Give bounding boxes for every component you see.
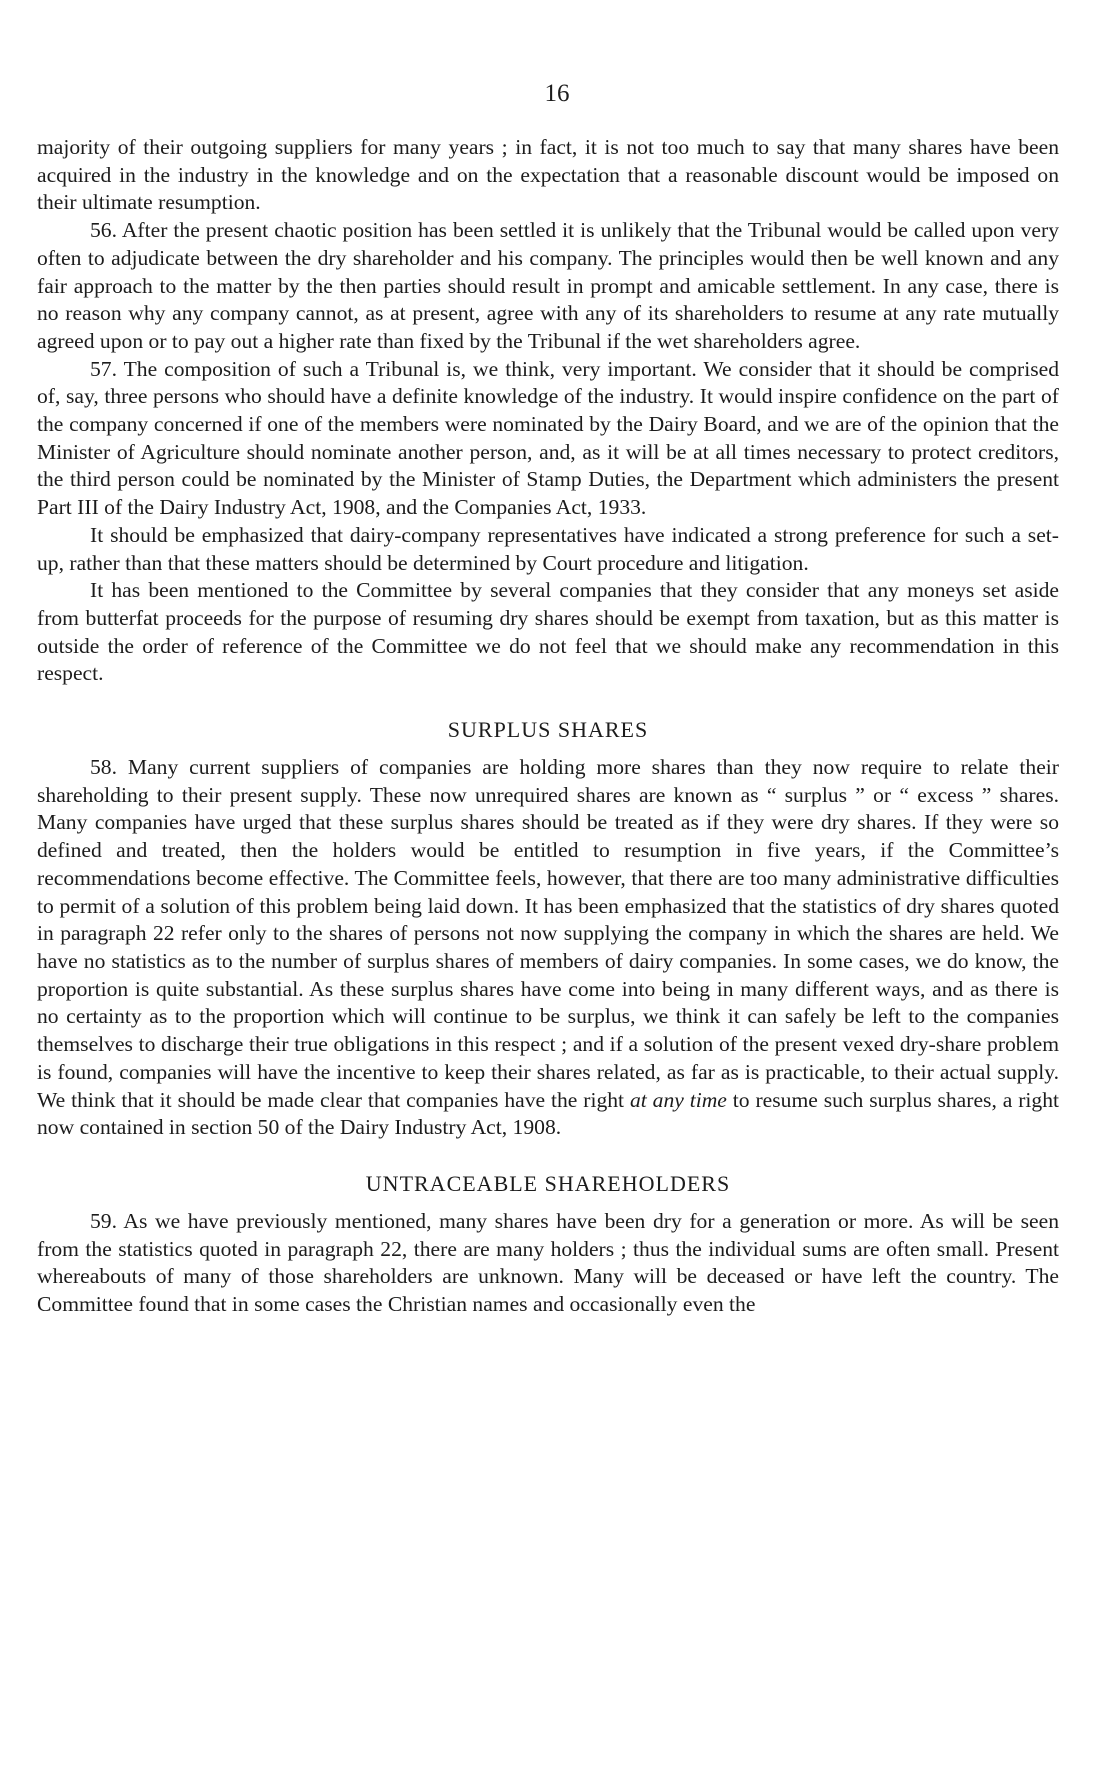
paragraph-57-taxation: It has been mentioned to the Committee by several companies that they consider that any moneys set aside from butterfat proceeds for the purpose of resuming dry shares should be exempt from taxation, but as this matter is outside the order of reference of the Committee we do not feel that we should make any recommendation in this respect. (37, 578, 1059, 686)
paragraph-57-emphasis: It should be emphasized that dairy-company representatives have indicated a strong preference for such a set-up, rather than that these matters should be determined by Court procedure and litigation. (37, 522, 1059, 575)
paragraph-continuation: majority of their outgoing suppliers for many years ; in fact, it is not too much to say that many shares have been acquired in the industry in the knowledge and on the expectation that a reasonable discount would be imposed on their ultimate resumption. (37, 135, 1059, 215)
page-number: 16 (544, 80, 570, 107)
paragraph-58-italic: at any time (629, 1087, 727, 1112)
paragraph-58-text-b: to resume such surplus shares, a right now contained in section 50 of the Dairy Industry Act, 1908. (37, 1087, 1060, 1140)
paragraph-58 (37, 754, 1059, 1142)
section-heading-surplus-shares: SURPLUS SHARES (447, 717, 649, 743)
paragraph-57: 57. The composition of such a Tribunal is, we think, very important. We consider that it should be comprised of, say, three persons who should have a definite knowledge of the industry. It would inspire confidence on the part of the company concerned if one of the members were nominated by the Dairy Board, and we are of the opinion that the Minister of Agriculture should nominate another person, and, as it will be at all times necessary to protect creditors, the third person could be nominated by the Minister of Stamp Duties, the Department which administers the present Part III of the Dairy Industry Act, 1908, and the Companies Act, 1933. (37, 356, 1059, 520)
paragraph-58-text-a: 58. Many current suppliers of companies are holding more shares than they now require to relate their shareholding to their present supply. These now unrequired shares are known as “ surplus ” or “ excess ” shares. Many companies have urged that these surplus shares should be treated as if they were dry shares. If they were so defined and treated, then the holders would be entitled to resumption in five years, if the Committee’s recommendations become effective. The Committee feels, however, that there are too many administrative difficulties to permit of a solution of this problem being laid down. It has been emphasized that the statistics of dry shares quoted in paragraph 22 refer only to the shares of persons not now supplying the company in which the shares are held. We have no statistics as to the number of surplus shares of members of dairy companies. In some cases, we do know, the proportion is quite substantial. As these surplus shares have come into being in many different ways, and as there is no certainty as to the proportion which will continue to be surplus, we think it can safely be left to the companies themselves to discharge their true obligations in this respect ; and if a solution of the present vexed dry-share problem is found, companies will have the incentive to keep their shares related, as far as is practicable, to their actual supply. We think that it should be made clear that companies have the right (37, 755, 1059, 1112)
paragraph-59: 59. As we have previously mentioned, many shares have been dry for a generation or more. As will be seen from the statistics quoted in paragraph 22, there are many holders ; thus the individual sums are often small. Present whereabouts of many of those shareholders are unknown. Many will be deceased or have left the country. The Committee found that in some cases the Christian names and occasionally even the (37, 1208, 1059, 1317)
paragraph-56: 56. After the present chaotic position has been settled it is unlikely that the Tribunal would be called upon very often to adjudicate between the dry shareholder and his company. The principles would then be well known and any fair approach to the matter by the then parties should result in prompt and amicable settlement. In any case, there is no reason why any company cannot, as at present, agree with any of its shareholders to resume at any rate mutually agreed upon or to pay out a higher rate than fixed by the Tribunal if the wet shareholders agree. (37, 218, 1059, 353)
section-heading-untraceable-shareholders: UNTRACEABLE SHAREHOLDERS (365, 1170, 731, 1196)
body-text (37, 134, 1059, 1319)
